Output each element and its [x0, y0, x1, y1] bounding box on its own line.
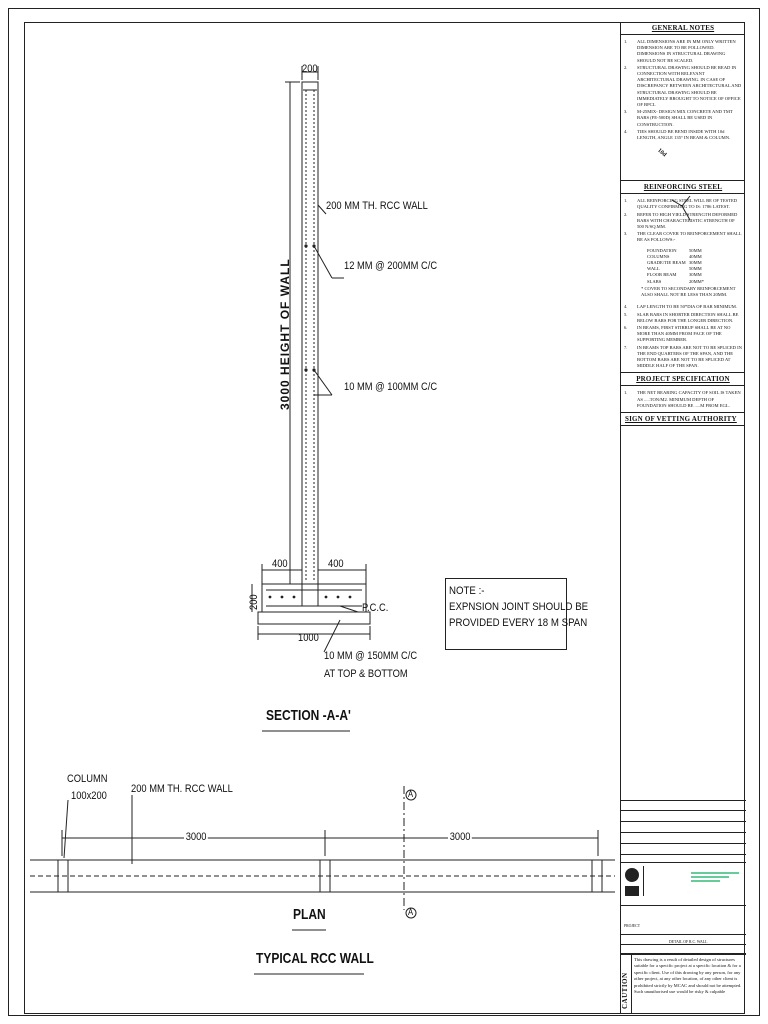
project-spec-title: PROJECT SPECIFICATION [621, 372, 745, 386]
project-spec-list [621, 386, 745, 412]
list-item: 3. THE CLEAR COVER TO REINFORCEMENT SHALL BE AS FOLLOWS:- [624, 231, 742, 243]
table-row: WALL 50MM [647, 266, 702, 272]
table-row: SLABS 20MM* [647, 278, 705, 284]
general-notes-list [621, 35, 745, 144]
leader-footing-bar [324, 620, 340, 652]
consultant-stamp-area [691, 870, 739, 894]
note-heading: NOTE :- [449, 585, 485, 597]
table-row [621, 800, 746, 811]
section-marker-bottom: A [408, 907, 414, 917]
plan-wall-label: 200 MM TH. RCC WALL [131, 783, 233, 795]
vetting-title: SIGN OF VETTING AUTHORITY [621, 412, 745, 426]
table-row [621, 946, 746, 954]
revision-table [621, 800, 746, 863]
leader-bar2 [314, 370, 332, 395]
section-wall-label: 200 MM TH. RCC WALL [326, 200, 428, 212]
cover-table [647, 248, 745, 285]
leader-column [64, 800, 68, 858]
table-row: FOUNDATION 50MM [647, 247, 702, 253]
drawing-info-block [621, 906, 746, 954]
list-item: 2. STRUCTURAL DRAWING SHOULD BE READ IN CONNECTION WITH RELEVANT ARCHITECTURAL DRAWING. IN CASE OF DISCREPANCY BETWEEN ARCHITECTURAL AND STRUCTURAL DRAWING SHOULD BE IMMEDIATELY BROUGHT TO NOTICE OF OFFICE OF BPCL [624, 64, 742, 108]
dim-400-left-label: 400 [272, 558, 288, 570]
tie-label: 10d [656, 147, 668, 159]
note-line1: EXPNSION JOINT SHOULD BE [449, 601, 589, 613]
company-name-area [643, 866, 684, 896]
height-label: 3000 HEIGHT OF WALL [278, 258, 292, 410]
bar2-label: 10 MM @ 100MM C/C [344, 381, 438, 393]
section-title: SECTION -A-A' [266, 707, 351, 724]
drawing-title-field: DETAIL OF R.C. WALL [669, 940, 708, 944]
leader-bar1 [314, 246, 332, 278]
notes-panel [620, 22, 745, 1014]
plan-dim-left-label: 3000 [185, 831, 207, 843]
company-block [621, 862, 746, 906]
column-label: COLUMN [67, 773, 108, 785]
dim-200-depth-label: 200 [248, 594, 260, 610]
list-item: 2. REFER TO HIGH YIELD STRENGTH DEFORMED BARS WITH CHARACTERISTIC STRENGTH OF 500 N/SQ.MM. [624, 211, 738, 230]
reinforcing-notes-list [621, 194, 745, 246]
project-field-label: PROJECT [624, 924, 641, 928]
section-marker-top: A [408, 789, 414, 799]
list-item: 1. THE NET BEARING CAPACITY OF SOIL IS TAKEN AS .....TON/M2. MINIMUM DEPTH OF FOUNDATION SHOULD BE .....M FROM EGL. [624, 390, 741, 408]
table-row [621, 844, 746, 855]
table-row [621, 833, 746, 844]
list-item: 3. M-25MIX- DESIGN MIX CONCRETE AND TMT BARS (FE-500D) SHALL BE USED IN CONSTRUCTION. [624, 109, 733, 127]
leader-pcc [340, 606, 358, 612]
table-row [621, 822, 746, 833]
company-emblem-icon [625, 886, 639, 896]
footing-bar-line1: 10 MM @ 150MM C/C [324, 650, 418, 662]
note-line2: PROVIDED EVERY 18 M SPAN [449, 617, 588, 629]
list-item: 5. SLAB BARS IN SHORTER DIRECTION SHALL BE BELOW BARS FOR THE LONGER DIRECTION. [624, 311, 739, 323]
leader-wall [318, 205, 326, 214]
column-size-label: 100x200 [71, 790, 107, 802]
caution-label: CAUTION [621, 972, 629, 1009]
footing-bar-line2: AT TOP & BOTTOM [324, 668, 408, 680]
table-row: GRADE/TIE BEAM 30MM [647, 260, 702, 266]
expansion-joint-note [445, 578, 589, 650]
tie-sketch-area [621, 144, 745, 180]
list-item: 6. IN BEAMS, FIRST STIRRUP SHALL BE AT NO MORE THAN 40MM FROM FACE OF THE SUPPORTING MEMBER. [624, 324, 731, 343]
general-notes-title: GENERAL NOTES [621, 22, 745, 35]
dim-1000-label: 1000 [298, 632, 319, 644]
reinforcing-notes-list-2 [621, 302, 745, 372]
plan-subtitle: TYPICAL RCC WALL [256, 950, 374, 967]
caution-text: This drawing is a result of detailed design of structures suitable for a specific project at a specific location & for a specific client. Use of this drawing by any person, for any other project, at any other location, of any other client is prohibited strictly by MCAC and should not be attempted. Such unauthorised use would be risky & culpable [634, 957, 742, 995]
list-item: 7. IN BEAMS TOP BARS ARE NOT TO BE SPLICED IN THE END QUARTERS OF THE SPAN, AND THE BOTTOM BARS ARE NOT TO BE SPLICED AT MIDDLE HALF OF THE SPAN. [624, 344, 742, 369]
table-row [621, 811, 746, 822]
cover-footnote: * COVER TO SECONDARY REINFORCEMENT ALSO SHALL NOT BE LESS THAN 20MM. [641, 285, 736, 298]
table-row: COLUMNS 40MM [647, 253, 702, 259]
pcc-label: P.C.C. [362, 602, 389, 614]
dim-400-right-label: 400 [328, 558, 344, 570]
plan-dim-right-label: 3000 [449, 831, 471, 843]
reinforcing-steel-title: REINFORCING STEEL [621, 180, 745, 194]
dim-top-label: 200 [302, 63, 318, 75]
plan-title: PLAN [293, 906, 326, 923]
company-logo-icon [625, 868, 639, 882]
list-item: 1. ALL REINFORCING STEEL WILL BE OF TESTED QUALITY CONFIRMING TO IS: 1786 LATEST. [624, 198, 738, 210]
bar1-label: 12 MM @ 200MM C/C [344, 260, 438, 272]
section-wall-outline [302, 82, 318, 584]
pcc-bed [258, 612, 370, 624]
table-row: FLOOR BEAM 30MM [647, 272, 702, 278]
list-item: 4. LAP LENGTH TO BE 50*DIA OF BAR MINIMUM. [624, 304, 737, 310]
list-item: 1. ALL DIMENSIONS ARE IN MM ONLY WRITTEN DIMENSION ARE TO BE FOLLOWED. DIMENSIONS IN STRUCTURAL DRAWING SHOULD NOT BE SCALED. [624, 39, 736, 63]
caution-block [621, 954, 746, 1014]
list-item: 4. TIES SHOULD BE BEND INSIDE WITH 10d LENGTH, ANGLE 135° IN BEAM & COLUMN. [624, 128, 731, 141]
